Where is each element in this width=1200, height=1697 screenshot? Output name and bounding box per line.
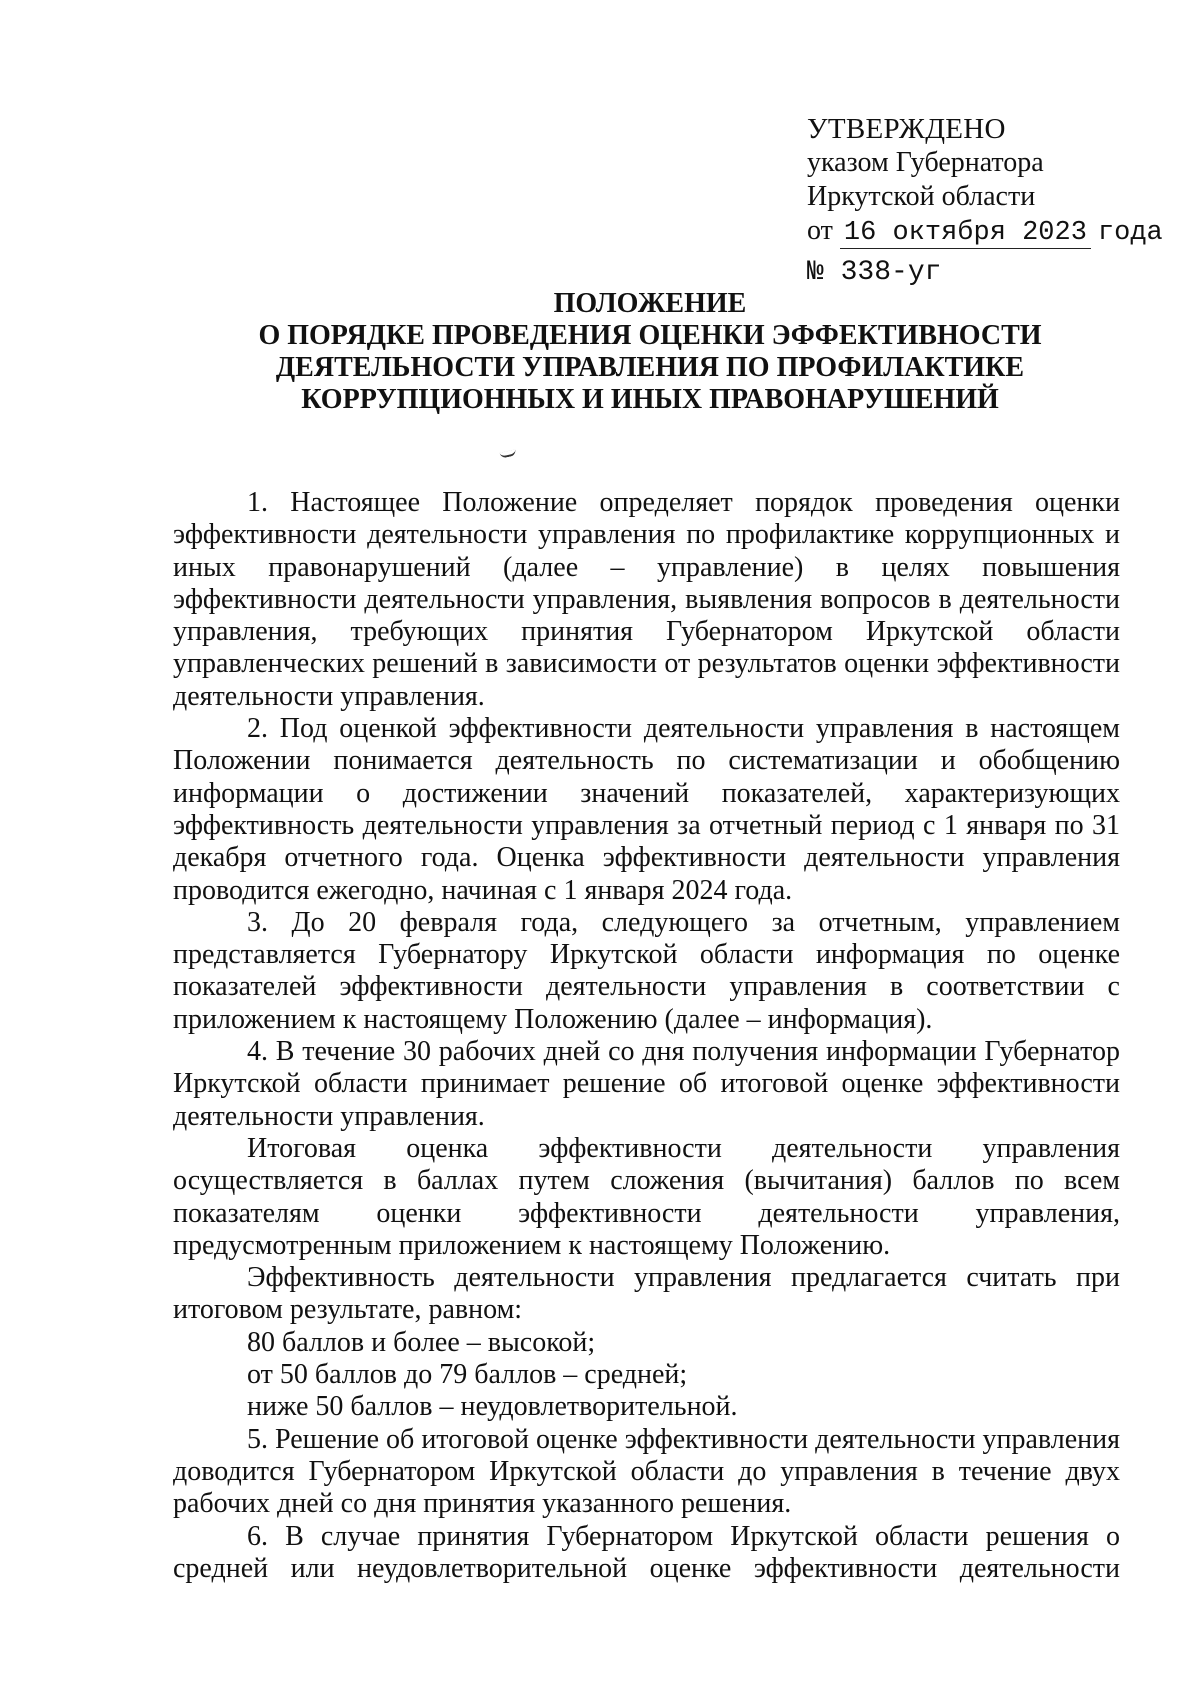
approval-date-prefix: от	[807, 215, 833, 246]
title-line-2: О ПОРЯДКЕ ПРОВЕДЕНИЯ ОЦЕНКИ ЭФФЕКТИВНОСТИ	[258, 320, 1042, 351]
document-body	[173, 487, 1120, 1585]
scan-mark	[500, 449, 517, 458]
approval-date-value: 16 октября 2023	[840, 218, 1091, 249]
paragraph-5: 5. Решение об итоговой оценке эффективности деятельности управления доводится Губернатором Иркутской области до управления в течение двух рабочих дней со дня принятия указанного решения.	[173, 1423, 1120, 1520]
title-line-3: ДЕЯТЕЛЬНОСТИ УПРАВЛЕНИЯ ПО ПРОФИЛАКТИКЕ	[275, 352, 1025, 383]
paragraph-4-total-score: Итоговая оценка эффективности деятельности управления осуществляется в баллах путем сложения (вычитания) баллов по всем показателям оценки эффективности деятельности управления, предусмотренным приложением к настоящему Положению.	[173, 1132, 1120, 1261]
approval-date-line	[807, 214, 1167, 248]
approval-heading: УТВЕРЖДЕНО	[807, 113, 1006, 145]
title-line-1: ПОЛОЖЕНИЕ	[553, 288, 747, 319]
paragraph-1: 1. Настоящее Положение определяет порядок проведения оценки эффективности деятельности управления по профилактике коррупционных и иных правонарушений (далее – управление) в целях повышения эффективности деятельности управления, выявления вопросов в деятельности управления, требующих принятия Губернатором Иркутской области управленческих решений в зависимости от результатов оценки эффективности деятельности управления.	[173, 487, 1120, 712]
document-title	[170, 288, 1130, 416]
list-item-medium: от 50 баллов до 79 баллов – средней;	[247, 1359, 688, 1391]
paragraph-3: 3. До 20 февраля года, следующего за отчетным, управлением представляется Губернатору Иркутской области информация по оценке показателей эффективности деятельности управления в соответствии с приложением к настоящему Положению (далее – информация).	[173, 906, 1120, 1035]
list-item-unsatisfactory: ниже 50 баллов – неудовлетворительной.	[247, 1391, 738, 1423]
paragraph-4-efficiency-rule: Эффективность деятельности управления предлагается считать при итоговом результате, равном:	[173, 1262, 1120, 1326]
approval-block	[807, 112, 1167, 290]
approval-number: № 338-уг	[807, 257, 942, 288]
list-item-high: 80 баллов и более – высокой;	[247, 1326, 596, 1358]
paragraph-4: 4. В течение 30 рабочих дней со дня получения информации Губернатор Иркутской области принимает решение об итоговой оценке эффективности деятельности управления.	[173, 1036, 1120, 1132]
approval-region-line: Иркутской области	[807, 181, 1036, 212]
approval-date-suffix: года	[1097, 218, 1163, 248]
approval-decree-line: указом Губернатора	[807, 147, 1044, 178]
title-line-4: КОРРУПЦИОННЫХ И ИНЫХ ПРАВОНАРУШЕНИЙ	[301, 384, 999, 415]
paragraph-2: 2. Под оценкой эффективности деятельности управления в настоящем Положении понимается деятельность по систематизации и обобщению информации о достижении значений показателей, характеризующих эффективность деятельности управления за отчетный период с 1 января по 31 декабря отчетного года. Оценка эффективности деятельности управления проводится ежегодно, начиная с 1 января 2024 года.	[173, 713, 1120, 906]
paragraph-6: 6. В случае принятия Губернатором Иркутской области решения о средней или неудовлетворительной оценке эффективности деятельности	[173, 1520, 1120, 1584]
